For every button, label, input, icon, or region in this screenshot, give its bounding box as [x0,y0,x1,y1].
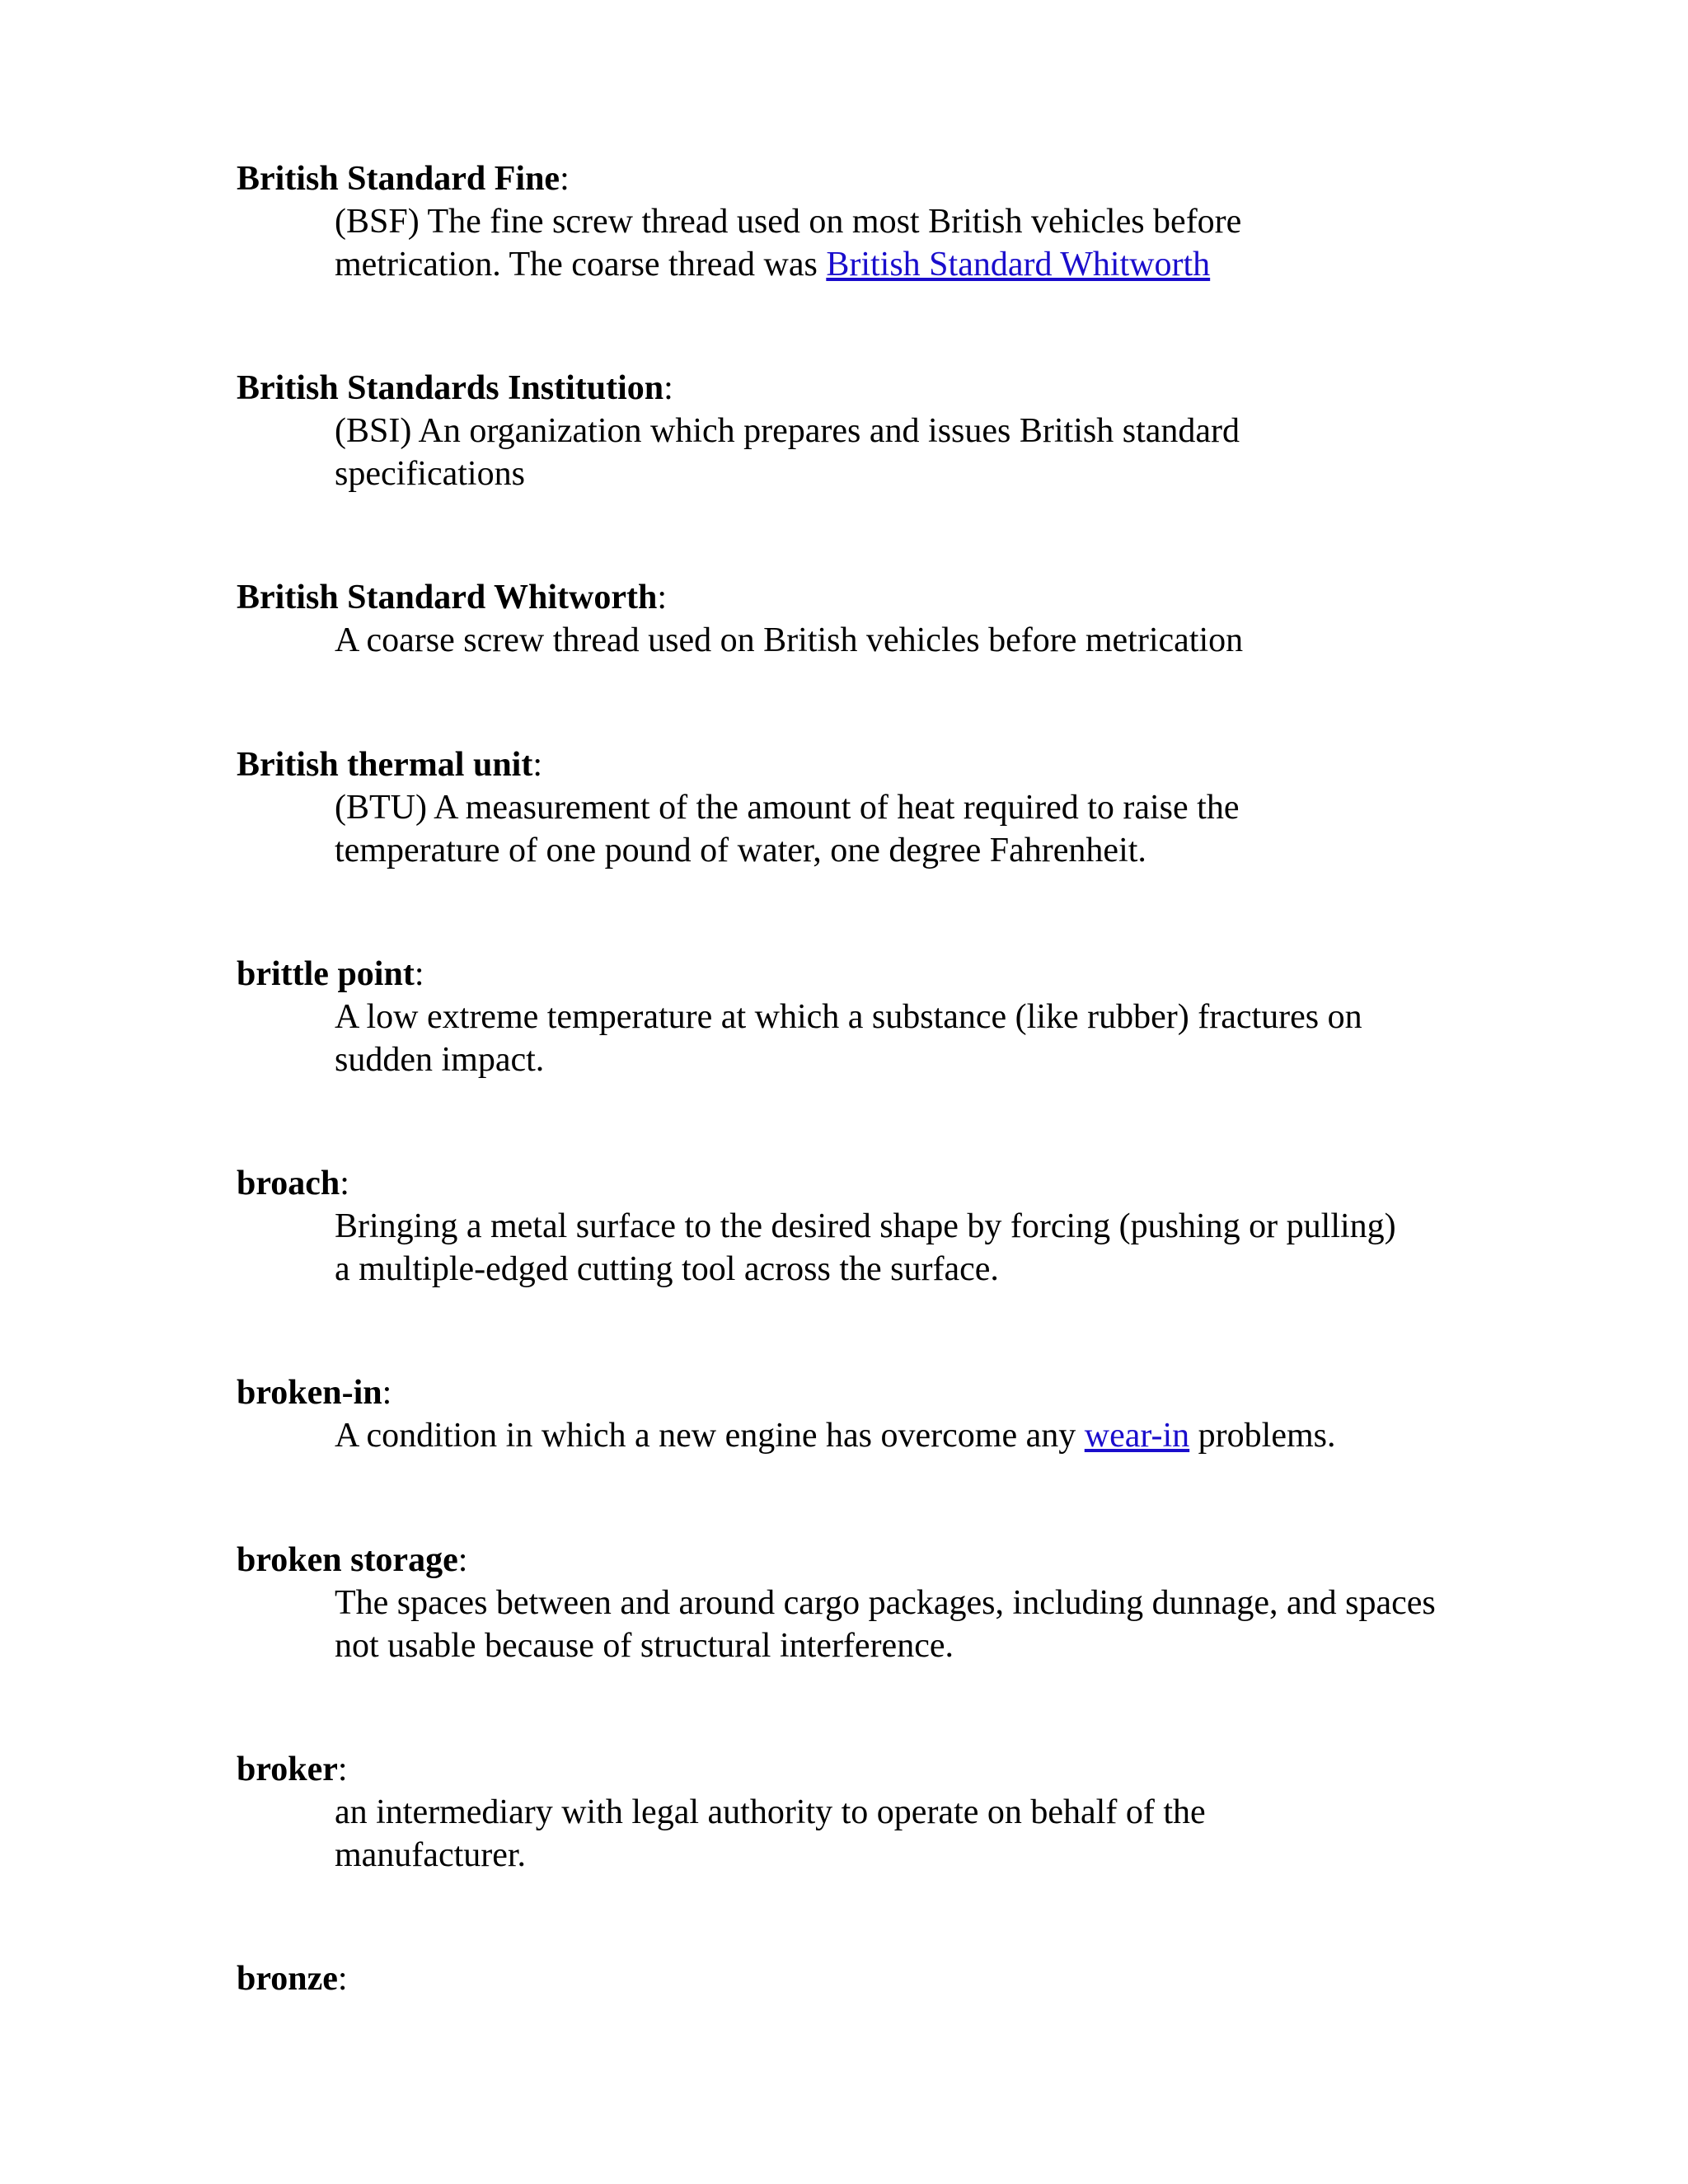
term: British thermal unit [237,746,533,784]
definition-text: A low extreme temperature at which a substance (like rubber) fractures on sudden impact. [335,998,1362,1079]
term-colon: : [657,579,667,616]
definition [335,786,1373,872]
definition-text: A condition in which a new engine has overcome any [335,1417,1085,1455]
definition [335,1582,1439,1667]
glossary-entry [237,743,1456,872]
term-colon: : [337,1960,348,1998]
term: British Standard Whitworth [237,579,658,616]
entry-heading [237,953,1456,996]
link-british-standard-whitworth[interactable]: British Standard Whitworth [826,246,1211,284]
entry-heading [237,576,1456,619]
glossary-entry [237,1539,1456,1667]
glossary-entry [237,1957,1456,2000]
definition [335,410,1373,495]
glossary-entry [237,953,1456,1081]
term: British Standard Fine [237,160,560,198]
term-colon: : [414,955,424,993]
glossary-entry [237,1371,1456,1457]
term: broken-in [237,1374,382,1412]
definition [335,1414,1447,1457]
entry-heading [237,157,1456,200]
term-colon: : [337,1750,348,1788]
glossary-entry [237,1162,1456,1291]
term-colon: : [382,1374,392,1412]
term: brittle point [237,955,415,993]
definition-text: an intermediary with legal authority to operate on behalf of the manufacturer. [335,1793,1206,1874]
definition [335,619,1406,662]
term: broach [237,1165,340,1202]
definition [335,1791,1324,1877]
entry-heading [237,1748,1456,1791]
glossary-entry [237,367,1456,495]
term-colon: : [532,746,543,784]
entry-heading [237,1371,1456,1414]
definition-text: (BSI) An organization which prepares and issues British standard specifications [335,412,1240,493]
entry-heading [237,1539,1456,1582]
definition-text: A coarse screw thread used on British vehicles before metrication [335,621,1244,659]
link-wear-in[interactable]: wear-in [1084,1417,1190,1455]
definition [335,200,1373,286]
definition-text: (BTU) A measurement of the amount of heat required to raise the temperature of one pound of water, one degree Fahrenheit. [335,789,1240,869]
term-colon: : [663,369,673,407]
glossary-entry [237,1748,1456,1877]
term-colon: : [560,160,570,198]
glossary-entry [237,576,1456,662]
term: broker [237,1750,338,1788]
definition-text-after: problems. [1189,1417,1336,1455]
entry-heading [237,367,1456,410]
entry-heading [237,1162,1456,1205]
glossary-entry [237,157,1456,286]
definition-text: (BSF) The fine screw thread used on most British vehicles before metrication. The coarse thread was [335,203,1242,284]
entry-heading [237,743,1456,786]
entry-heading [237,1957,1456,2000]
definition [335,996,1447,1081]
definition-text: The spaces between and around cargo packages, including dunnage, and spaces not usable because of structural interference. [335,1584,1436,1665]
definition [335,1205,1414,1291]
term: British Standards Institution [237,369,664,407]
definition-text: Bringing a metal surface to the desired shape by forcing (pushing or pulling) a multiple-edged cutting tool across the surface. [335,1207,1396,1288]
term-colon: : [340,1165,349,1202]
term: bronze [237,1960,338,1998]
term: broken storage [237,1541,458,1579]
term-colon: : [457,1541,468,1579]
